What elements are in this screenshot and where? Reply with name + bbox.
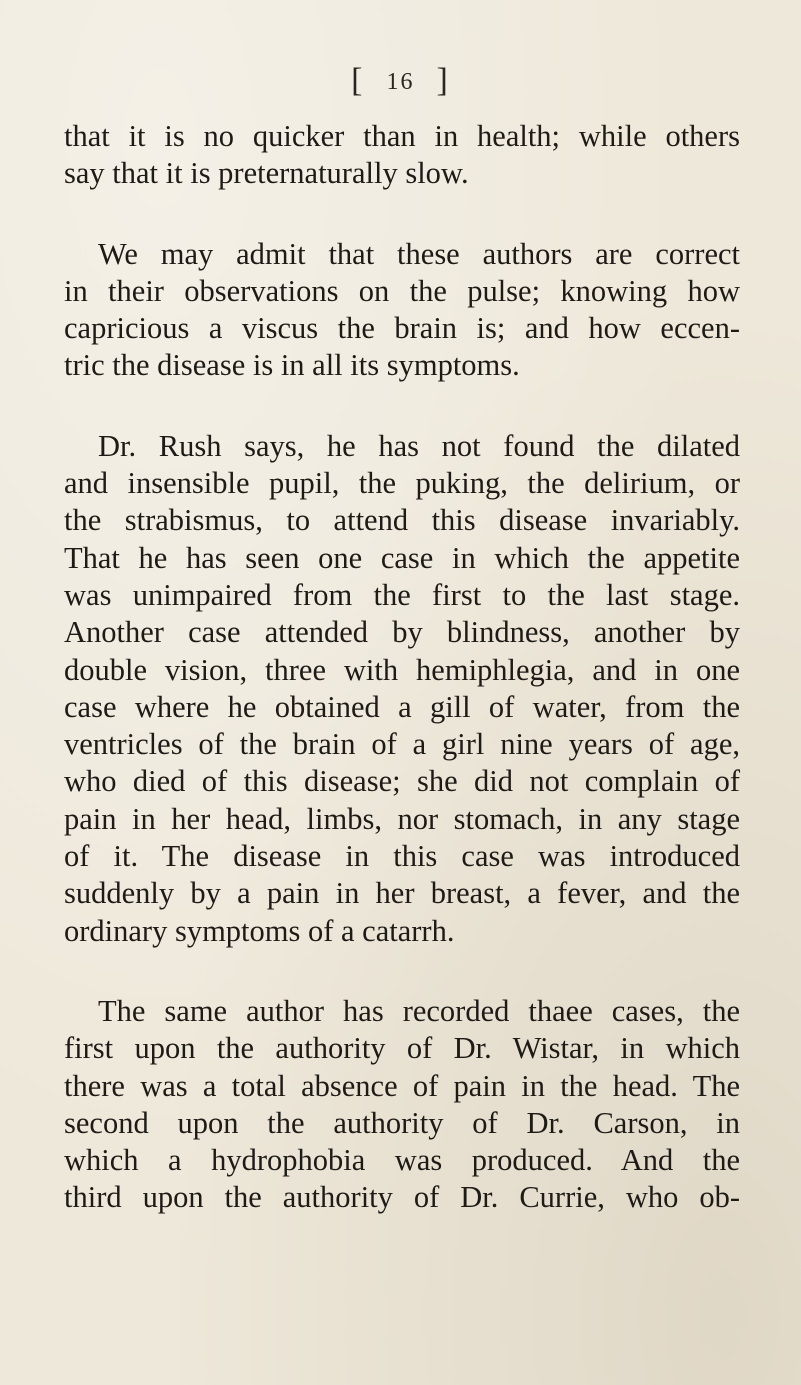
page-header <box>0 62 801 100</box>
text-line: of it. The disease in this case was introduced <box>64 839 740 874</box>
text-line: there was a total absence of pain in the head. The <box>64 1068 740 1103</box>
paragraph-1 <box>64 118 740 193</box>
text-line: suddenly by a pain in her breast, a fever, and the <box>64 876 740 911</box>
text-line: first upon the authority of Dr. Wistar, in which <box>64 1031 740 1066</box>
text-line: the strabismus, to attend this disease invariably. <box>64 503 740 538</box>
text-line: that it is no quicker than in health; while others <box>64 119 740 153</box>
text-line: in their observations on the pulse; knowing how <box>64 273 740 308</box>
text-line: case where he obtained a gill of water, from the <box>64 689 740 724</box>
text-line: second upon the authority of Dr. Carson, in <box>64 1105 740 1140</box>
text-line: and insensible pupil, the puking, the delirium, or <box>64 466 740 501</box>
text-line: That he has seen one case in which the appetite <box>64 540 740 575</box>
paragraph-3 <box>64 428 740 950</box>
text-line: who died of this disease; she did not complain of <box>64 764 740 799</box>
text-line: ordinary symptoms of a catarrh. <box>64 913 455 948</box>
paragraph-2 <box>64 236 740 385</box>
text-line: third upon the authority of Dr. Currie, who ob- <box>64 1180 740 1215</box>
text-line: was unimpaired from the first to the last stage. <box>64 577 740 612</box>
text-line: The same author has recorded thaee cases, the <box>98 993 740 1028</box>
body-text <box>64 118 740 1217</box>
text-line: Another case attended by blindness, another by <box>64 615 740 650</box>
text-line: capricious a viscus the brain is; and how eccen- <box>64 311 740 346</box>
text-line: double vision, three with hemiphlegia, and in one <box>64 652 740 687</box>
text-line: which a hydrophobia was produced. And the <box>64 1143 740 1178</box>
text-line: We may admit that these authors are correct <box>98 236 740 271</box>
text-line: tric the disease is in all its symptoms. <box>64 348 520 383</box>
text-line: say that it is preternaturally slow. <box>64 156 469 191</box>
text-line: Dr. Rush says, he has not found the dilated <box>98 428 740 463</box>
text-line: pain in her head, limbs, nor stomach, in any stage <box>64 801 740 836</box>
header-right-bracket: ] <box>436 62 450 99</box>
text-line: ventricles of the brain of a girl nine years of age, <box>64 727 740 762</box>
header-left-bracket: [ <box>351 62 365 99</box>
paragraph-4 <box>64 993 740 1217</box>
page-number: 16 <box>386 69 415 95</box>
